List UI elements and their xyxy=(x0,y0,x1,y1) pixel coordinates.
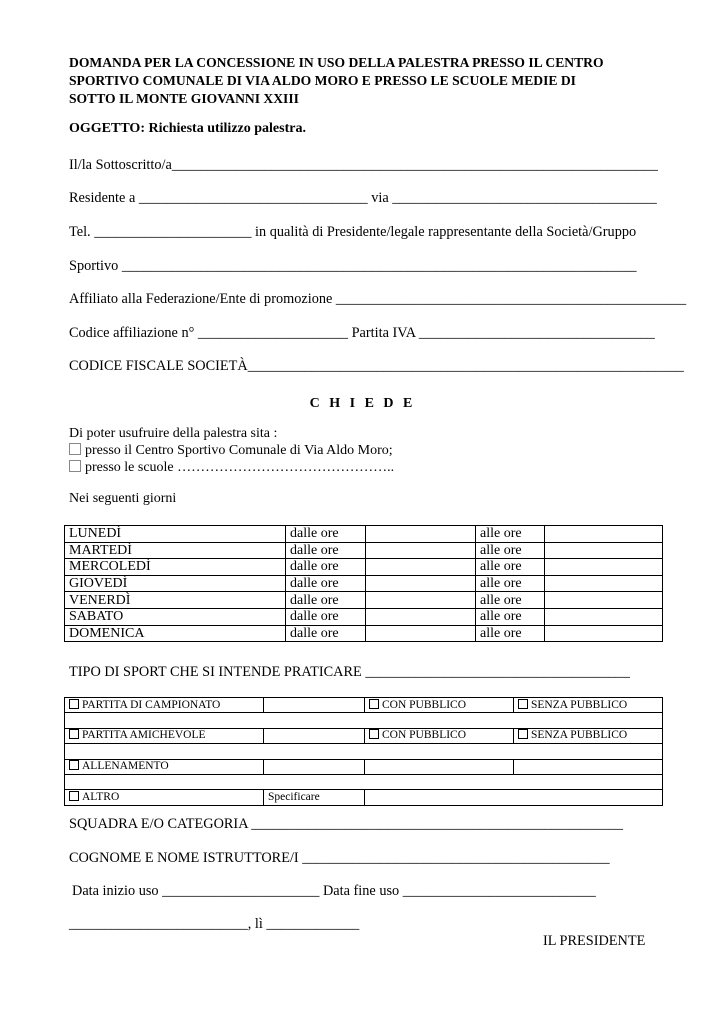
option-label: presso le scuole ……………………………………….. xyxy=(85,460,395,475)
signature-label: IL PRESIDENTE xyxy=(543,933,646,949)
to-time-field[interactable] xyxy=(545,526,663,543)
spacer-cell xyxy=(65,713,663,728)
residente-field[interactable]: Residente a ________________________________ via _____________________________________ xyxy=(69,190,657,206)
to-label: alle ore xyxy=(476,559,545,576)
place-date-field[interactable]: _________________________, lì _____________ xyxy=(69,916,360,932)
checkbox-icon[interactable] xyxy=(69,699,79,709)
partita-campionato-option[interactable] xyxy=(65,698,264,713)
to-time-field[interactable] xyxy=(545,542,663,559)
option-label: ALTRO xyxy=(82,791,120,804)
option-label: ALLENAMENTO xyxy=(82,760,169,773)
request-intro: Di poter usufruire della palestra sita : xyxy=(69,426,278,441)
table-row xyxy=(65,774,663,789)
partita-amichevole-option[interactable] xyxy=(65,728,264,743)
to-label: alle ore xyxy=(476,526,545,543)
checkbox-icon[interactable] xyxy=(518,729,528,739)
sport-type-table xyxy=(64,697,663,806)
con-pubblico-option[interactable] xyxy=(365,698,514,713)
title-line: SPORTIVO COMUNALE DI VIA ALDO MORO E PRESSO LE SCUOLE MEDIE DI xyxy=(69,73,576,88)
empty-cell xyxy=(264,759,365,774)
day-label: VENERDÌ xyxy=(65,592,286,609)
document-title xyxy=(69,54,669,108)
codice-affiliazione-field[interactable]: Codice affiliazione n° _____________________ Partita IVA _________________________________ xyxy=(69,325,655,341)
istruttore-field[interactable]: COGNOME E NOME ISTRUTTORE/I ___________________________________________ xyxy=(69,850,610,866)
specificare-field[interactable] xyxy=(365,790,663,805)
codice-fiscale-field[interactable]: CODICE FISCALE SOCIETÀ_____________________________________________________________ xyxy=(69,358,684,374)
empty-cell xyxy=(365,759,514,774)
from-time-field[interactable] xyxy=(366,559,476,576)
table-row xyxy=(65,713,663,728)
from-time-field[interactable] xyxy=(366,592,476,609)
title-line: DOMANDA PER LA CONCESSIONE IN USO DELLA PALESTRA PRESSO IL CENTRO xyxy=(69,55,604,70)
from-label: dalle ore xyxy=(286,592,366,609)
checkbox-icon[interactable] xyxy=(69,460,81,472)
to-label: alle ore xyxy=(476,575,545,592)
option-centro-sportivo[interactable] xyxy=(69,442,393,459)
chiede-heading: C H I E D E xyxy=(309,396,416,411)
to-label: alle ore xyxy=(476,542,545,559)
table-row xyxy=(65,608,663,625)
table-row xyxy=(65,526,663,543)
altro-option[interactable] xyxy=(65,790,264,805)
day-label: MERCOLEDÌ xyxy=(65,559,286,576)
option-scuole[interactable] xyxy=(69,459,394,476)
senza-pubblico-option[interactable] xyxy=(514,698,663,713)
title-line: SOTTO IL MONTE GIOVANNI XXIII xyxy=(69,91,299,106)
option-label: SENZA PUBBLICO xyxy=(531,698,628,711)
spacer-cell xyxy=(65,744,663,759)
checkbox-icon[interactable] xyxy=(518,699,528,709)
to-label: alle ore xyxy=(476,625,545,642)
day-label: MARTEDÌ xyxy=(65,542,286,559)
sportivo-field[interactable]: Sportivo ________________________________________________________________________ xyxy=(69,258,637,274)
from-time-field[interactable] xyxy=(366,608,476,625)
checkbox-icon[interactable] xyxy=(369,729,379,739)
table-row xyxy=(65,625,663,642)
checkbox-icon[interactable] xyxy=(69,443,81,455)
to-time-field[interactable] xyxy=(545,559,663,576)
from-time-field[interactable] xyxy=(366,542,476,559)
option-label: CON PUBBLICO xyxy=(382,698,467,711)
checkbox-icon[interactable] xyxy=(69,791,79,801)
specificare-label: Specificare xyxy=(264,790,365,805)
table-row xyxy=(65,698,663,713)
subject-line: OGGETTO: Richiesta utilizzo palestra. xyxy=(69,121,306,136)
empty-cell xyxy=(264,698,365,713)
option-label: SENZA PUBBLICO xyxy=(531,729,628,742)
option-label: CON PUBBLICO xyxy=(382,729,467,742)
to-time-field[interactable] xyxy=(545,592,663,609)
checkbox-icon[interactable] xyxy=(69,729,79,739)
day-label: SABATO xyxy=(65,608,286,625)
tipo-sport-field[interactable]: TIPO DI SPORT CHE SI INTENDE PRATICARE _____________________________________ xyxy=(69,664,630,680)
table-row xyxy=(65,575,663,592)
sottoscritto-field[interactable]: Il/la Sottoscritto/a____________________________________________________________________ xyxy=(69,157,658,173)
from-time-field[interactable] xyxy=(366,575,476,592)
tel-field[interactable]: Tel. ______________________ in qualità di Presidente/legale rappresentante della Società/Gruppo xyxy=(69,224,637,240)
table-row xyxy=(65,790,663,805)
from-label: dalle ore xyxy=(286,542,366,559)
option-label: presso il Centro Sportivo Comunale di Via Aldo Moro; xyxy=(85,443,393,458)
from-label: dalle ore xyxy=(286,559,366,576)
senza-pubblico-option[interactable] xyxy=(514,728,663,743)
from-time-field[interactable] xyxy=(366,526,476,543)
to-time-field[interactable] xyxy=(545,575,663,592)
to-label: alle ore xyxy=(476,608,545,625)
giorni-label: Nei seguenti giorni xyxy=(69,491,177,506)
spacer-cell xyxy=(65,774,663,789)
day-label: LUNEDÌ xyxy=(65,526,286,543)
day-label: GIOVEDÌ xyxy=(65,575,286,592)
to-time-field[interactable] xyxy=(545,625,663,642)
option-label: PARTITA AMICHEVOLE xyxy=(82,729,206,742)
to-label: alle ore xyxy=(476,592,545,609)
table-row xyxy=(65,759,663,774)
date-fields[interactable]: Data inizio uso ______________________ Data fine uso ___________________________ xyxy=(72,883,596,899)
table-row xyxy=(65,728,663,743)
allenamento-option[interactable] xyxy=(65,759,264,774)
schedule-table xyxy=(64,525,663,642)
empty-cell xyxy=(514,759,663,774)
table-row xyxy=(65,542,663,559)
day-label: DOMENICA xyxy=(65,625,286,642)
table-row xyxy=(65,744,663,759)
squadra-field[interactable]: SQUADRA E/O CATEGORIA ____________________________________________________ xyxy=(69,816,624,832)
option-label: PARTITA DI CAMPIONATO xyxy=(82,698,221,711)
checkbox-icon[interactable] xyxy=(69,760,79,770)
table-row xyxy=(65,592,663,609)
empty-cell xyxy=(264,728,365,743)
table-row xyxy=(65,559,663,576)
checkbox-icon[interactable] xyxy=(369,699,379,709)
affiliato-field[interactable]: Affiliato alla Federazione/Ente di promozione _________________________________________________ xyxy=(69,291,687,307)
from-label: dalle ore xyxy=(286,608,366,625)
from-label: dalle ore xyxy=(286,575,366,592)
from-label: dalle ore xyxy=(286,526,366,543)
con-pubblico-option[interactable] xyxy=(365,728,514,743)
from-label: dalle ore xyxy=(286,625,366,642)
from-time-field[interactable] xyxy=(366,625,476,642)
to-time-field[interactable] xyxy=(545,608,663,625)
